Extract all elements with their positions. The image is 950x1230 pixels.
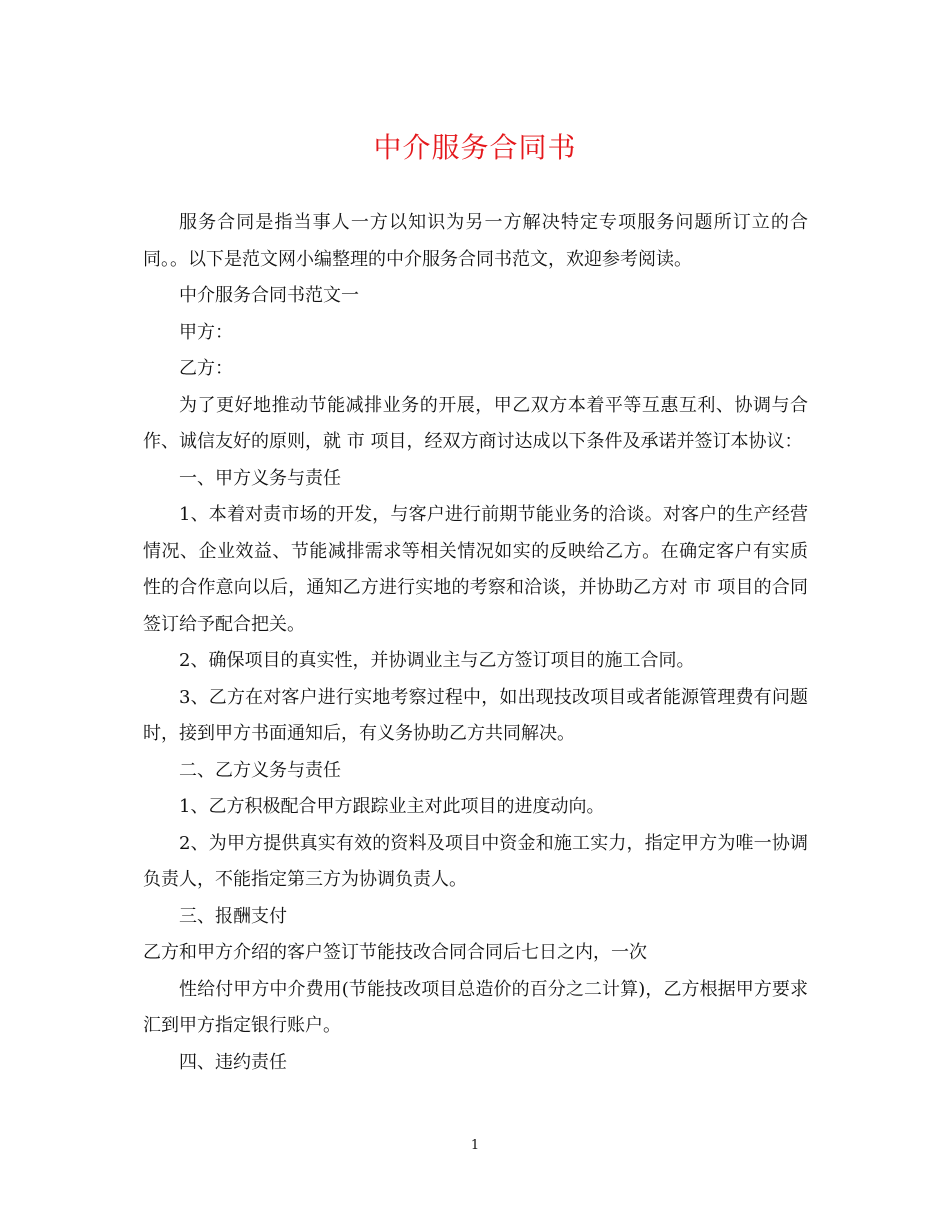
paragraph-party-a-clause-3: 3、乙方在对客户进行实地考察过程中，如出现技改项目或者能源管理费有问题时，接到甲方书面通知后，有义务协助乙方共同解决。	[143, 686, 808, 744]
section-heading-breach: 四、违约责任	[179, 1051, 287, 1073]
section-heading-party-a: 一、甲方义务与责任	[179, 467, 341, 489]
paragraph-payment-line-1: 乙方和甲方介绍的客户签订节能技改合同合同后七日之内，一次	[143, 942, 647, 963]
paragraph-party-b-clause-1: 1、乙方积极配合甲方跟踪业主对此项目的进度动向。	[179, 796, 605, 817]
paragraph-intro: 服务合同是指当事人一方以知识为另一方解决特定专项服务问题所订立的合同。。以下是范文网小编整理的中介服务合同书范文，欢迎参考阅读。	[143, 212, 808, 270]
paragraph-party-a: 甲方：	[179, 321, 233, 343]
document-title: 中介服务合同书	[373, 131, 577, 164]
paragraph-party-b-clause-2: 2、为甲方提供真实有效的资料及项目中资金和施工实力，指定甲方为唯一协调负责人，不能指定第三方为协调负责人。	[143, 832, 808, 890]
paragraph-preamble: 为了更好地推动节能减排业务的开展，甲乙双方本着平等互惠互利、协调与合作、诚信友好的原则，就 市 项目，经双方商讨达成以下条件及承诺并签订本协议：	[143, 394, 808, 452]
paragraph-party-a-clause-2: 2、确保项目的真实性，并协调业主与乙方签订项目的施工合同。	[179, 650, 695, 671]
page-number: 1	[470, 1138, 480, 1153]
section-heading-payment: 三、报酬支付	[179, 905, 287, 927]
paragraph-sample-heading: 中介服务合同书范文一	[179, 285, 359, 306]
paragraph-payment-line-2: 性给付甲方中介费用(节能技改项目总造价的百分之二计算)，乙方根据甲方要求汇到甲方指定银行账户。	[143, 978, 808, 1036]
paragraph-party-b: 乙方：	[179, 358, 233, 379]
section-heading-party-b: 二、乙方义务与责任	[179, 759, 341, 781]
document-body	[143, 205, 808, 1081]
paragraph-party-a-clause-1: 1、本着对责市场的开发，与客户进行前期节能业务的洽谈。对客户的生产经营情况、企业效益、节能减排需求等相关情况如实的反映给乙方。在确定客户有实质性的合作意向以后，通知乙方进行实地的考察和洽谈，并协助乙方对 市 项目的合同签订给予配合把关。	[143, 504, 808, 635]
